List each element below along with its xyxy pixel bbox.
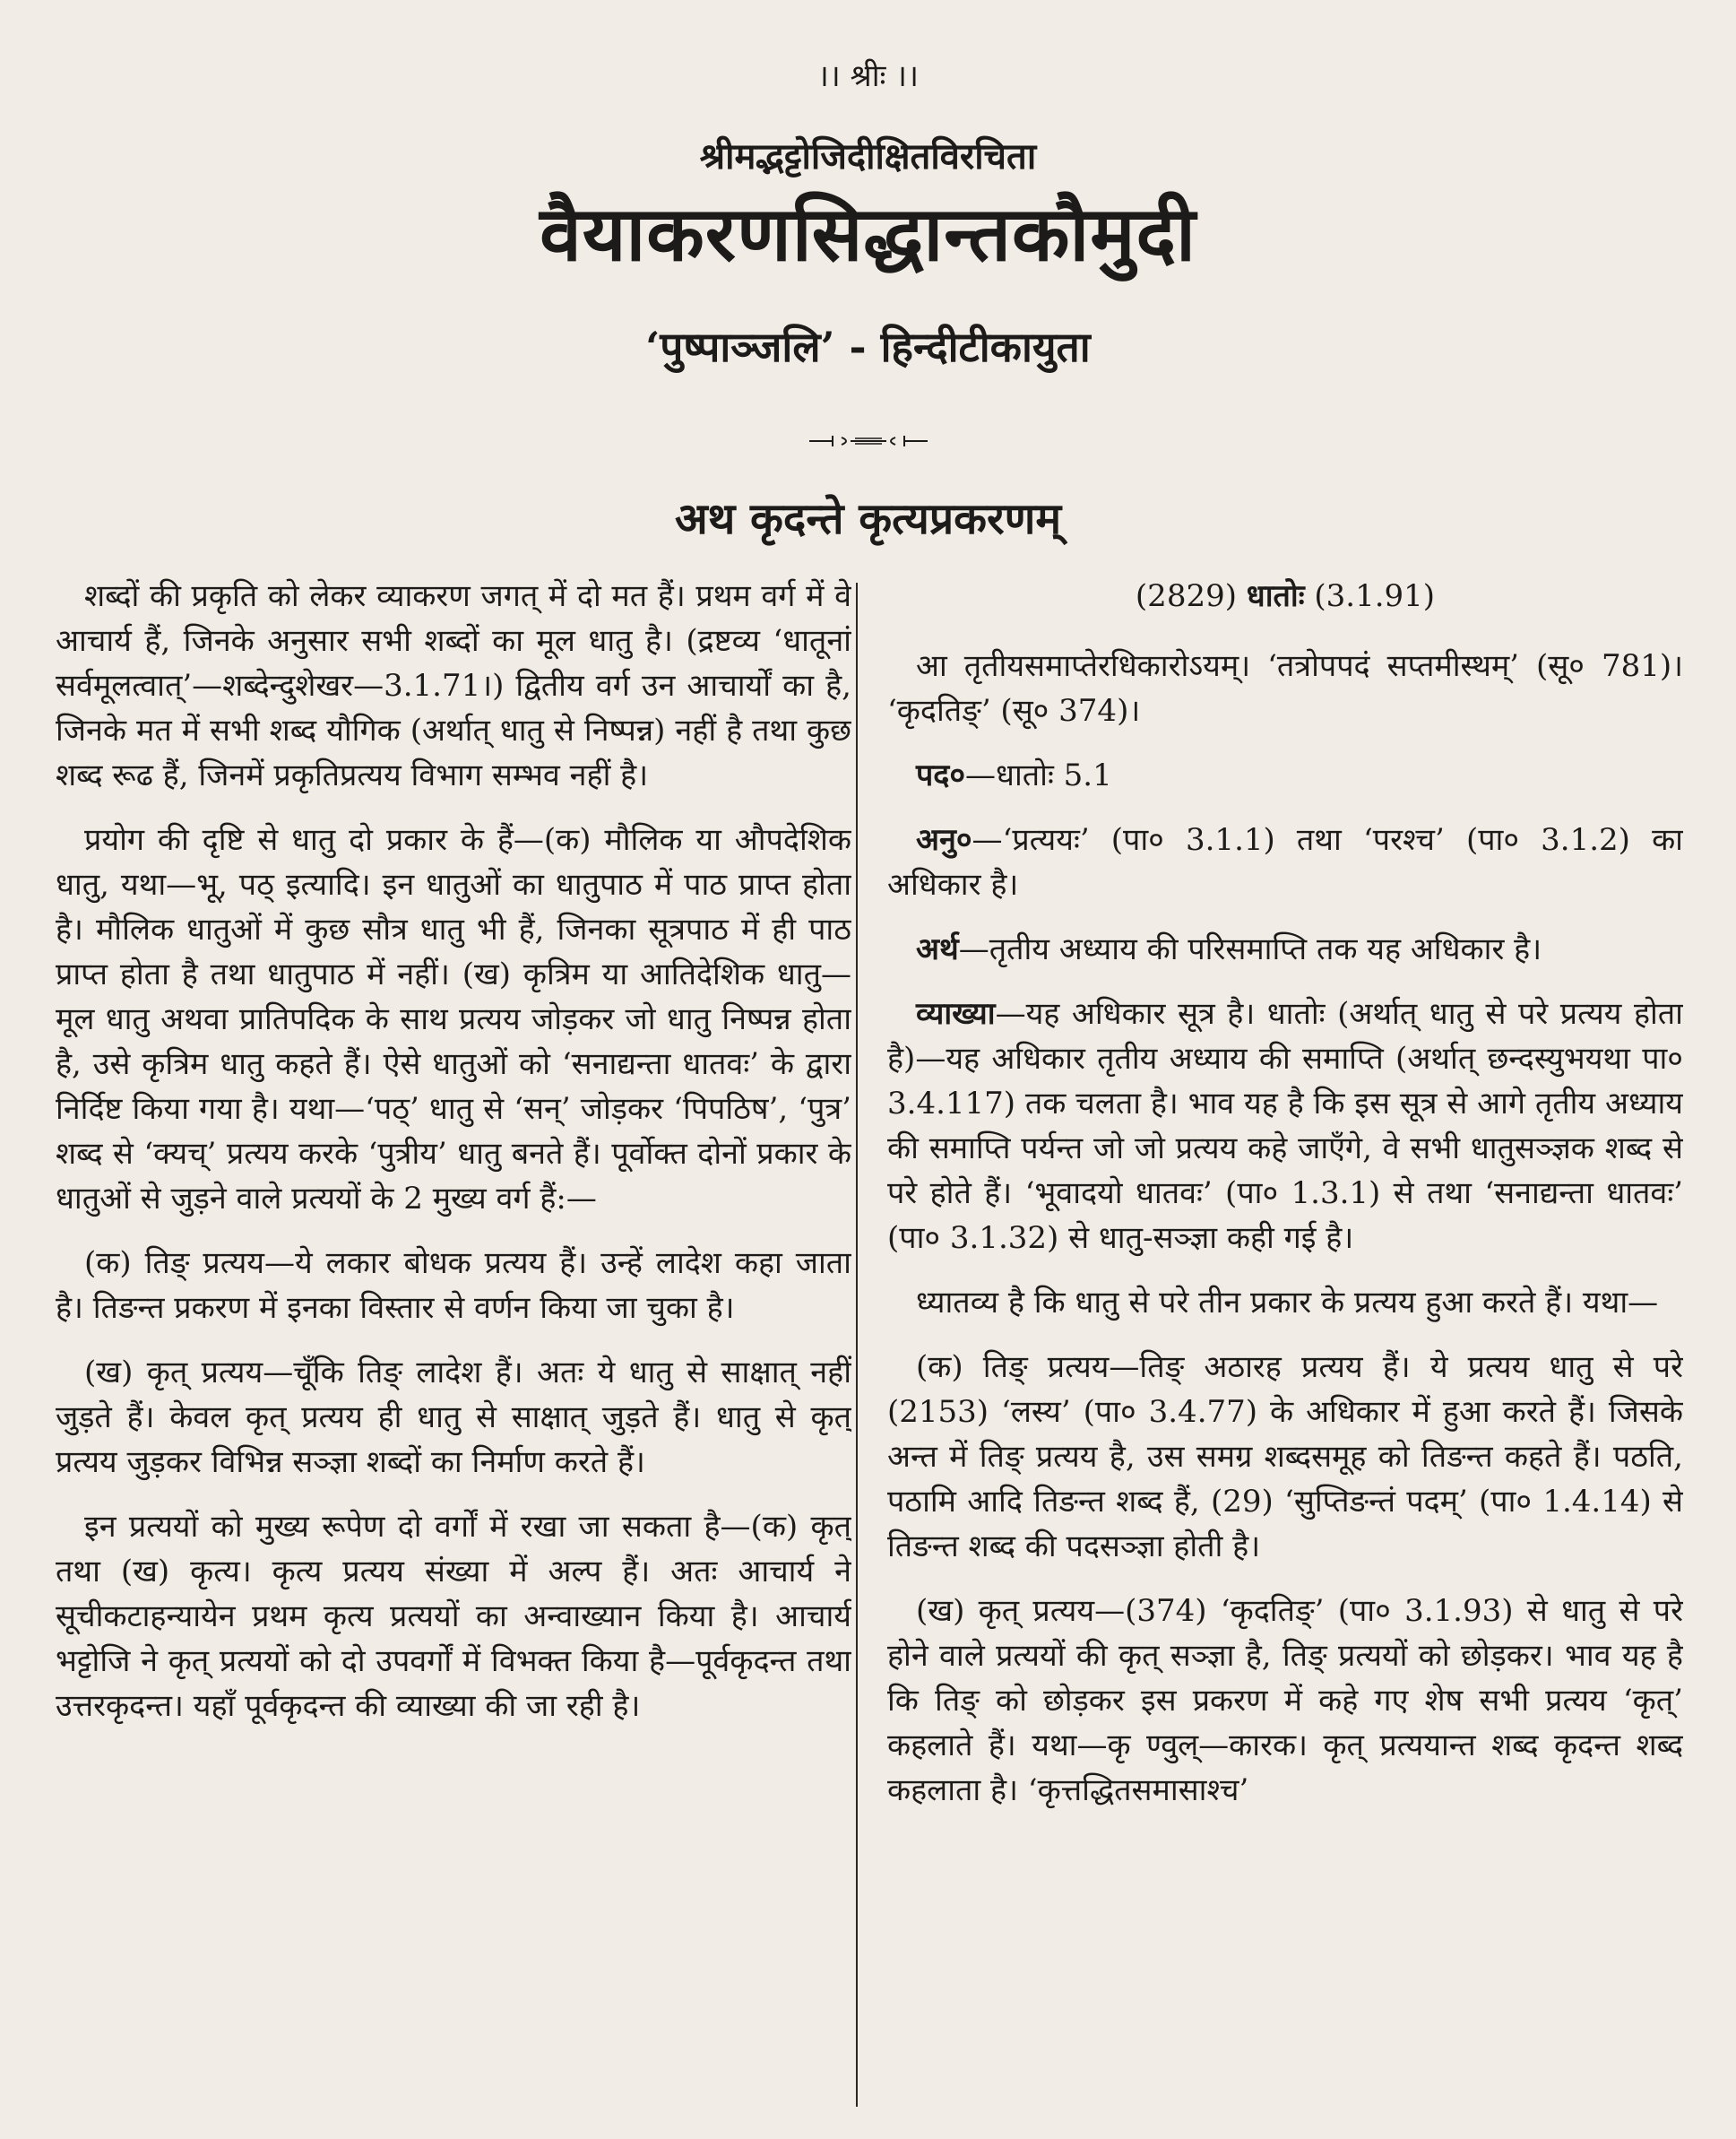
anu-paragraph (887, 818, 1683, 907)
paragraph: प्रयोग की दृष्टि से धातु दो प्रकार के हैं—(क) मौलिक या औपदेशिक धातु, यथा—भू, पठ् इत्यादि। इन धातुओं का धातुपाठ में पाठ प्राप्त होता है। मौलिक धातुओं में कुछ सौत्र धातु भी हैं, जिनका सूत्रपाठ में ही पाठ प्राप्त होता है तथा धातुपाठ में नहीं। (ख) कृत्रिम या आतिदेशिक धातु—मूल धातु अथवा प्रातिपदिक के साथ प्रत्यय जोड़कर जो धातु निष्पन्न होता है, उसे कृत्रिम धातु कहते हैं। ऐसे धातुओं को ‘सनाद्यन्ता धातवः’ के द्वारा निर्दिष्ट किया गया है। यथा—‘पठ्’ धातु से ‘सन्’ जोड़कर ‘पिपठिष’, ‘पुत्र’ शब्द से ‘क्यच्’ प्रत्यय करके ‘पुत्रीय’ धातु बनते हैं। पूर्वोक्त दोनों प्रकार के धातुओं से जुड़ने वाले प्रत्ययों के 2 मुख्य वर्ग हैं:— (56, 822, 851, 1217)
paragraph: (ख) कृत् प्रत्यय—चूँकि तिङ् लादेश हैं। अतः ये धातु से साक्षात् नहीं जुड़ते हैं। केवल कृत् प्रत्यय ही धातु से साक्षात् जुड़ते हैं। धातु से कृत् प्रत्यय जुड़कर विभिन्न सञ्ज्ञा शब्दों का निर्माण करते हैं। (56, 1355, 851, 1480)
vyakhya-paragraph (887, 992, 1683, 1260)
anu-label: अनु० (916, 822, 972, 858)
sri-heading: ।। श्रीः ।। (817, 58, 919, 94)
book-subtitle: ‘पुष्पाञ्जलि’ - हिन्दीटीकायुता (645, 323, 1091, 371)
paragraph: शब्दों की प्रकृति को लेकर व्याकरण जगत् में दो मत हैं। प्रथम वर्ग में वे आचार्य हैं, जिनके अनुसार सभी शब्दों का मूल धातु है। (द्रष्टव्य ‘धातूनां सर्वमूलत्वात्’—शब्देन्दुशेखर—3.1.71।) द्वितीय वर्ग उन आचार्यों का है, जिनके मत में सभी शब्द यौगिक (अर्थात् धातु से निष्पन्न) नहीं है तथा कुछ शब्द रूढ हैं, जिनमें प्रकृतिप्रत्यय विभाग सम्भव नहीं है। (56, 578, 851, 793)
right-column (887, 574, 1683, 2116)
anu-text: —‘प्रत्ययः’ (पा० 3.1.1) तथा ‘परश्च’ (पा० 3.1.2) का अधिकार है। (887, 822, 1683, 903)
paragraph: (ख) कृत् प्रत्यय—(374) ‘कृदतिङ्’ (पा० 3.1.93) से धातु से परे होने वाले प्रत्ययों की कृत् सञ्ज्ञा है, तिङ् प्रत्ययों को छोड़कर। भाव यह है कि तिङ् को छोड़कर इस प्रकरण में कहे गए शेष सभी प्रत्यय ‘कृत्’ कहलाते हैं। यथा—कृ ण्वुल्—कारक। कृत् प्रत्ययान्त शब्द कृदन्त शब्द कहलाता है। ‘कृत्तद्धितसमासाश्च’ (887, 1593, 1683, 1808)
left-column (56, 574, 851, 2116)
sutra-name: धातोः (1246, 578, 1305, 614)
paragraph: इन प्रत्ययों को मुख्य रूपेण दो वर्गों में रखा जा सकता है—(क) कृत् तथा (ख) कृत्य। कृत्य प्रत्यय संख्या में अल्प हैं। अतः आचार्य ने सूचीकटाहन्यायेन प्रथम कृत्य प्रत्ययों का अन्वाख्यान किया है। आचार्य भट्टोजि ने कृत् प्रत्ययों को दो उपवर्गों में विभक्त किया है—पूर्वकृदन्त तथा उत्तरकृदन्त। यहाँ पूर्वकृदन्त की व्याख्या की जा रही है। (56, 1509, 851, 1724)
artha-label: अर्थ (916, 931, 959, 967)
section-heading: अथ कृदन्ते कृत्यप्रकरणम् (674, 494, 1062, 544)
pada-text: —धातोः 5.1 (965, 758, 1112, 793)
pada-paragraph (887, 753, 1683, 798)
ornament-divider-icon (806, 430, 931, 452)
artha-text: —तृतीय अध्याय की परिसमाप्ति तक यह अधिकार है। (958, 931, 1542, 967)
book-title: वैयाकरणसिद्धान्तकौमुदी (540, 189, 1196, 278)
paragraph: (क) तिङ् प्रत्यय—तिङ् अठारह प्रत्यय हैं। ये प्रत्यय धातु से परे (2153) ‘लस्य’ (पा० 3.4.77) के अधिकार में हुआ करते हैं। जिसके अन्त में तिङ् प्रत्यय है, उस समग्र शब्दसमूह को तिङन्त कहते हैं। पठति, पठामि आदि तिङन्त शब्द हैं, (29) ‘सुप्तिङन्तं पदम्’ (पा० 1.4.14) से तिङन्त शब्द की पदसञ्ज्ञा होती है। (887, 1349, 1683, 1564)
vyakhya-label: व्याख्या (916, 996, 996, 1032)
sutra-reference: (3.1.91) (1314, 578, 1436, 614)
paragraph: ध्यातव्य है कि धातु से परे तीन प्रकार के प्रत्यय हुआ करते हैं। यथा— (916, 1285, 1659, 1321)
author-line: श्रीमद्भट्टोजिदीक्षितविरचिता (699, 135, 1037, 178)
vyakhya-text: —यह अधिकार सूत्र है। धातोः (अर्थात् धातु से परे प्रत्यय होता है)—यह अधिकार तृतीय अध्याय की समाप्ति (अर्थात् छन्दस्युभयथा पा० 3.4.117) तक चलता है। भाव यह है कि इस सूत्र से आगे तृतीय अध्याय की समाप्ति पर्यन्त जो जो प्रत्यय कहे जाएँगे, वे सभी धातुसञ्ज्ञक शब्द से परे होते हैं। ‘भूवादयो धातवः’ (पा० 1.3.1) से तथा ‘सनाद्यन्ता धातवः’ (पा० 3.1.32) से धातु-सञ्ज्ञा कही गई है। (887, 996, 1683, 1256)
sutra-heading (887, 574, 1683, 619)
paragraph: (क) तिङ् प्रत्यय—ये लकार बोधक प्रत्यय हैं। उन्हें लादेश कहा जाता है। तिङन्त प्रकरण में इनका विस्तार से वर्णन किया जा चुका है। (56, 1245, 851, 1326)
pada-label: पद० (916, 758, 966, 793)
artha-paragraph (887, 927, 1683, 972)
sutra-number: (2829) (1135, 578, 1237, 614)
paragraph: आ तृतीयसमाप्तेरधिकारोऽयम्। ‘तत्रोपपदं सप्तमीस्थम्’ (सू० 781)। ‘कृदतिङ्’ (सू० 374)। (887, 648, 1683, 729)
column-divider (856, 583, 858, 2107)
